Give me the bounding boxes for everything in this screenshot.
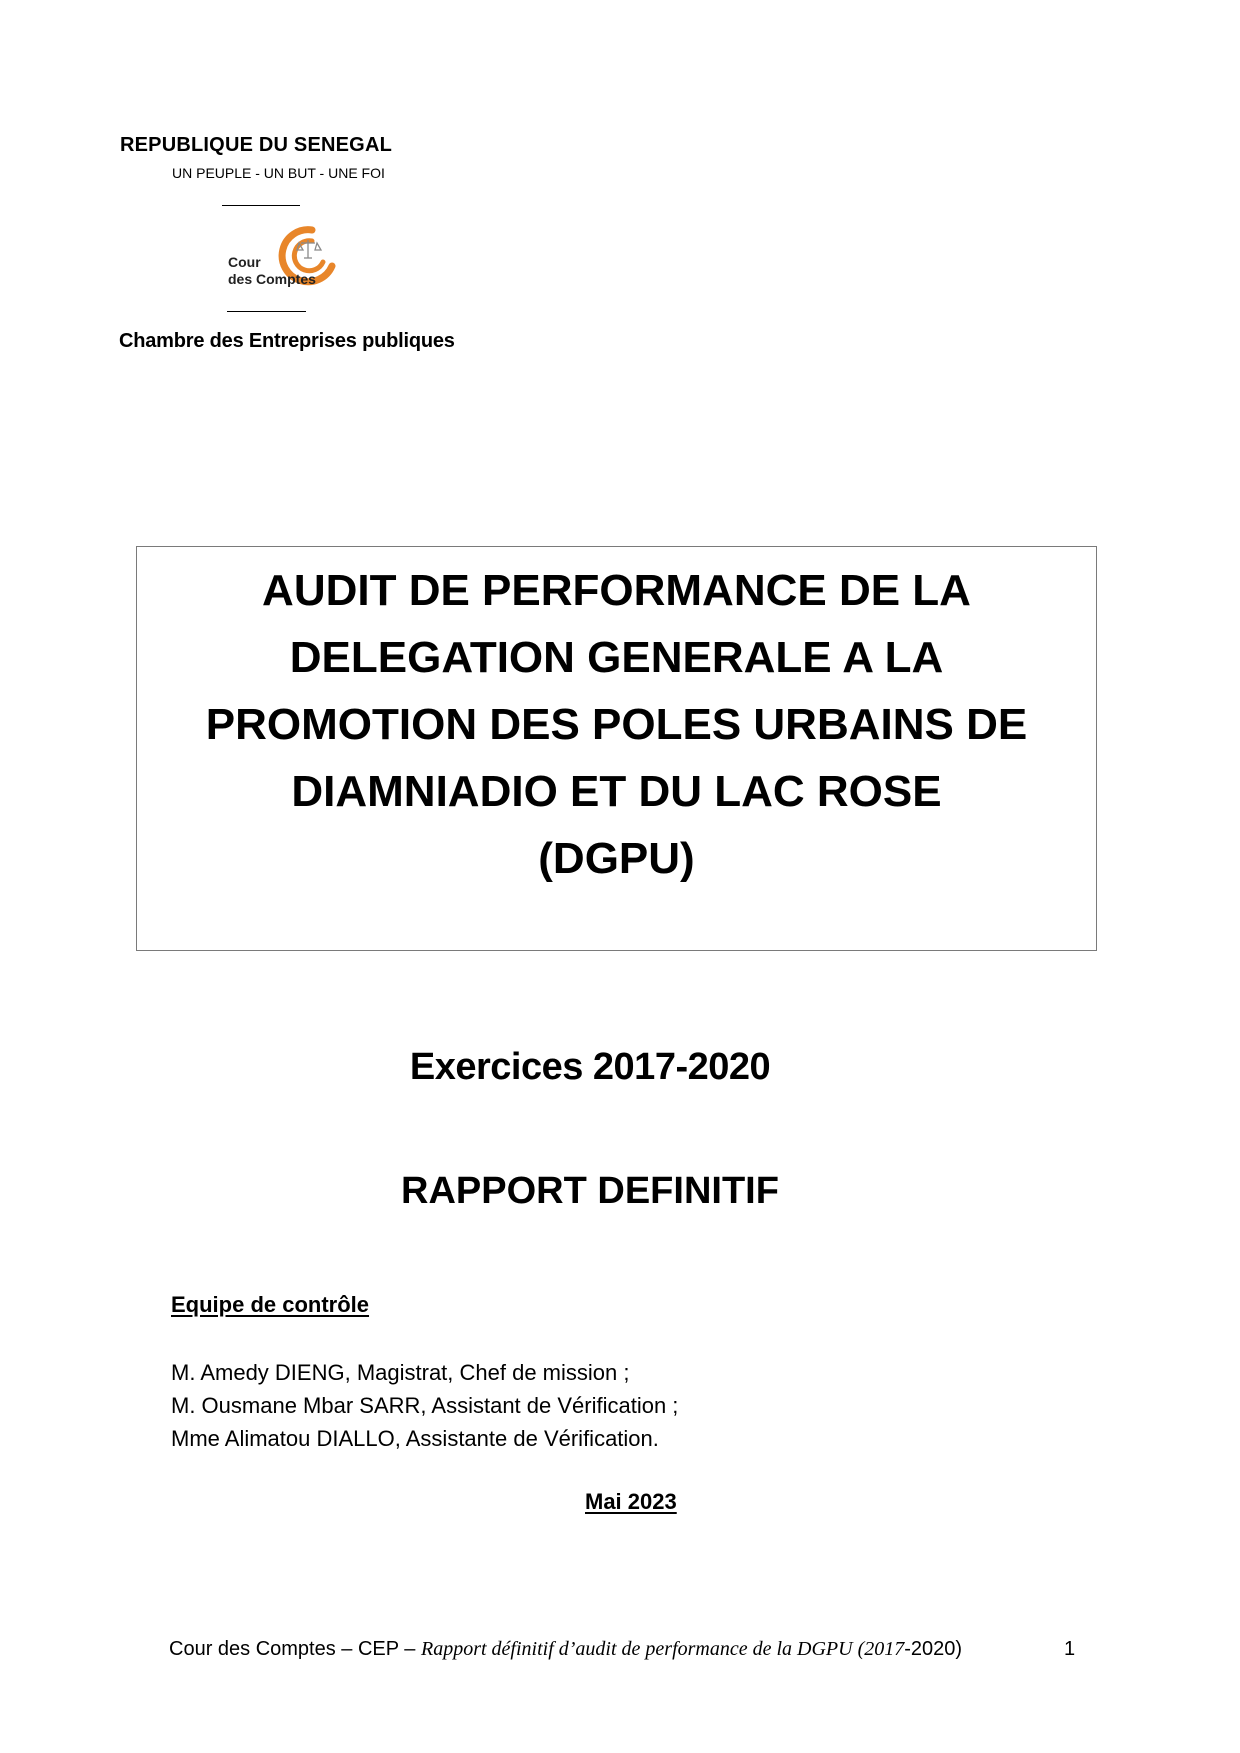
divider-line bbox=[227, 311, 306, 312]
title-line: (DGPU) bbox=[538, 834, 695, 883]
national-motto: UN PEUPLE - UN BUT - UNE FOI bbox=[172, 165, 385, 181]
chamber-name: Chambre des Entreprises publiques bbox=[119, 330, 455, 352]
cour-des-comptes-logo bbox=[228, 222, 368, 290]
logo-text-line1: Cour bbox=[228, 254, 261, 270]
fiscal-years: Exercices 2017-2020 bbox=[409, 1046, 771, 1088]
report-date: Mai 2023 bbox=[585, 1489, 677, 1514]
team-member: M. Amedy DIENG, Magistrat, Chef de mission ; bbox=[171, 1360, 630, 1385]
report-type: RAPPORT DEFINITIF bbox=[401, 1170, 779, 1212]
footer-suffix: -2020) bbox=[904, 1638, 963, 1660]
report-title bbox=[137, 557, 1096, 892]
team-member: M. Ousmane Mbar SARR, Assistant de Vérification ; bbox=[171, 1393, 679, 1418]
team-members bbox=[171, 1356, 678, 1455]
page-number: 1 bbox=[1064, 1638, 1076, 1660]
page-footer bbox=[169, 1638, 962, 1661]
title-line: DIAMNIADIO ET DU LAC ROSE bbox=[291, 767, 942, 816]
logo-text-line2: des Comptes bbox=[228, 271, 316, 287]
divider-line bbox=[222, 205, 300, 206]
title-line: PROMOTION DES POLES URBAINS DE bbox=[205, 700, 1028, 749]
republic-heading: REPUBLIQUE DU SENEGAL bbox=[120, 134, 393, 156]
team-heading: Equipe de contrôle bbox=[171, 1292, 370, 1317]
title-line: DELEGATION GENERALE A LA bbox=[289, 633, 944, 682]
title-box bbox=[136, 546, 1097, 951]
team-member: Mme Alimatou DIALLO, Assistante de Vérification. bbox=[171, 1426, 659, 1451]
footer-prefix: Cour des Comptes – CEP – bbox=[169, 1638, 421, 1660]
title-line: AUDIT DE PERFORMANCE DE LA bbox=[262, 566, 971, 615]
footer-italic: Rapport définitif d’audit de performance de la DGPU (2017 bbox=[420, 1638, 905, 1660]
